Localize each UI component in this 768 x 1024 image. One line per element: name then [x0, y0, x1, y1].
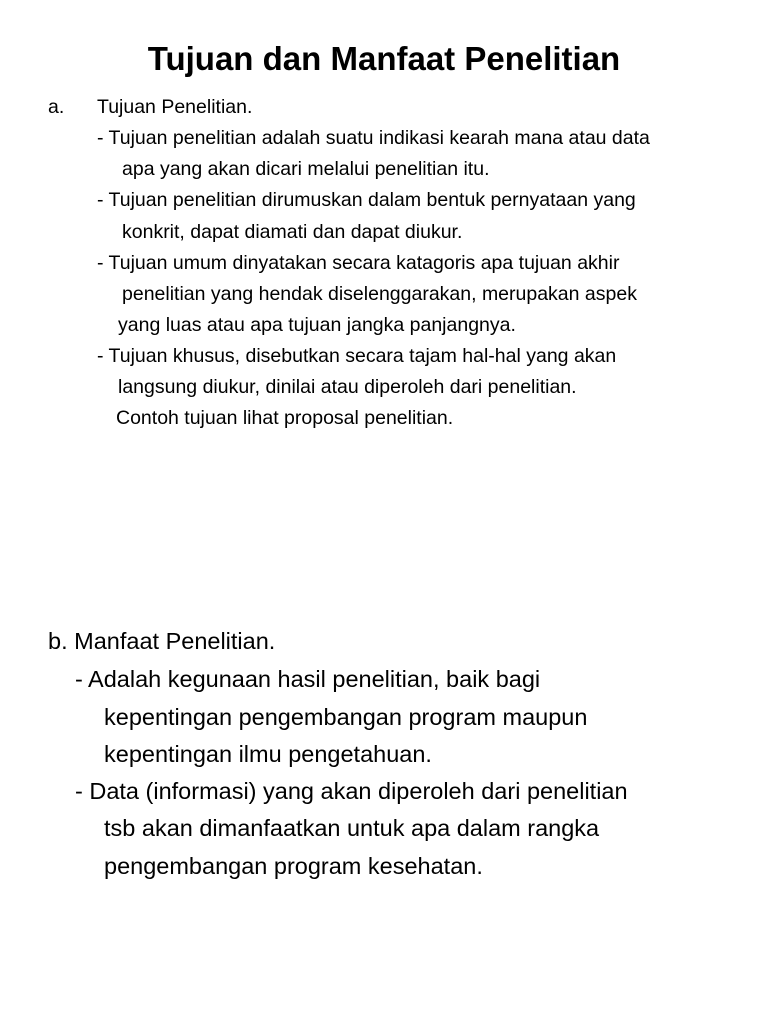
section-a-line: konkrit, dapat diamati dan dapat diukur.: [122, 221, 463, 243]
section-b-line: - Adalah kegunaan hasil penelitian, baik bagi: [75, 666, 541, 692]
section-b-line: kepentingan pengembangan program maupun: [104, 704, 588, 730]
section-a-line: Contoh tujuan lihat proposal penelitian.: [116, 407, 454, 429]
section-b-line: tsb akan dimanfaatkan untuk apa dalam rangka: [104, 815, 600, 841]
section-a-line: - Tujuan khusus, disebutkan secara tajam hal-hal yang akan: [97, 345, 617, 367]
section-a-line: yang luas atau apa tujuan jangka panjangnya.: [118, 314, 516, 336]
section-a-line: - Tujuan umum dinyatakan secara katagoris apa tujuan akhir: [97, 252, 620, 274]
section-b-heading: b. Manfaat Penelitian.: [48, 628, 276, 654]
section-a-line: - Tujuan penelitian adalah suatu indikasi kearah mana atau data: [97, 127, 650, 149]
section-a-line: langsung diukur, dinilai atau diperoleh dari penelitian.: [118, 376, 577, 398]
section-a-marker: a.: [48, 96, 65, 118]
section-b-line: kepentingan ilmu pengetahuan.: [104, 741, 432, 767]
page-title: Tujuan dan Manfaat Penelitian: [147, 40, 621, 77]
section-a-line: - Tujuan penelitian dirumuskan dalam bentuk pernyataan yang: [97, 189, 636, 211]
section-a-line: penelitian yang hendak diselenggarakan, merupakan aspek: [122, 283, 637, 305]
section-b-line: pengembangan program kesehatan.: [104, 853, 483, 879]
section-b-line: - Data (informasi) yang akan diperoleh dari penelitian: [75, 778, 628, 804]
section-a-heading: Tujuan Penelitian.: [97, 96, 253, 118]
section-a-line: apa yang akan dicari melalui penelitian itu.: [122, 158, 490, 180]
